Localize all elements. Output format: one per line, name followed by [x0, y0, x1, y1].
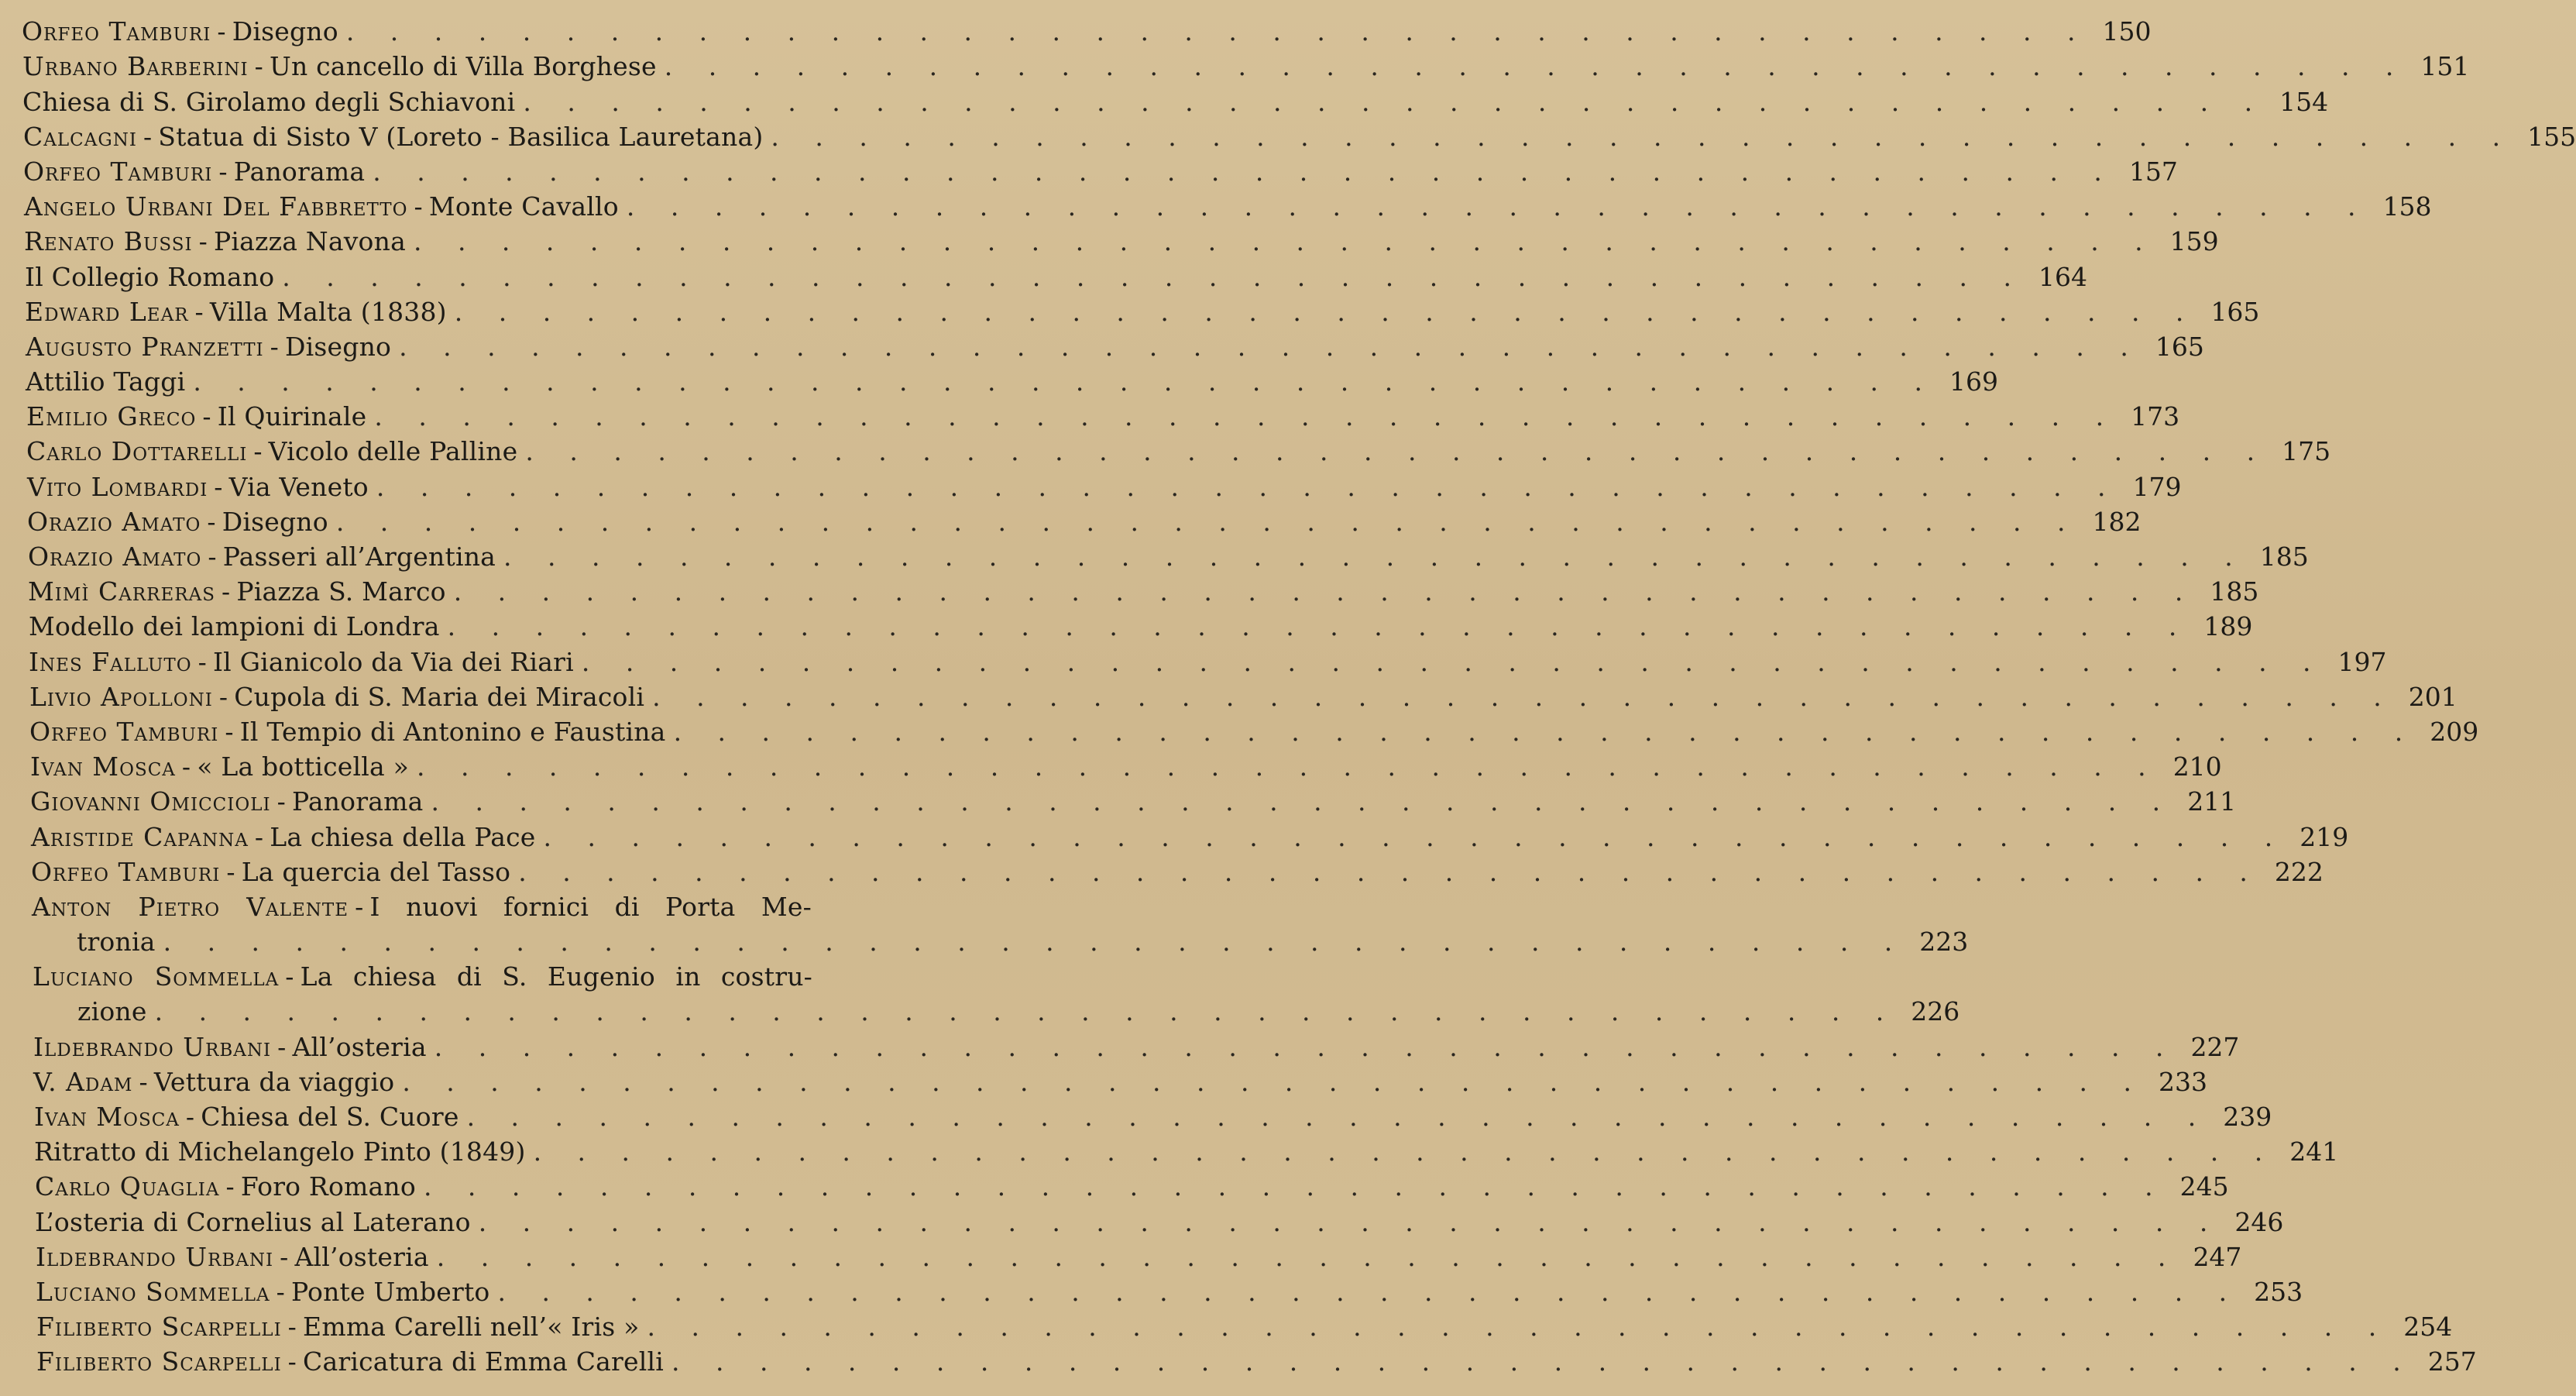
entry-page-number: 201	[2408, 681, 2458, 712]
entry-text	[33, 1064, 394, 1099]
entry-author: Angelo Urbani Del Fabbretto	[24, 191, 408, 222]
entry-separator: -	[254, 821, 264, 852]
entry-author: Orazio Amato	[28, 542, 202, 572]
entry-page-number: 257	[2427, 1346, 2477, 1377]
dot-leader: . . . . . . . . . . . . . . . . . . . . . . . . . . . . . . . . . . . . . . . .	[163, 927, 1907, 958]
index-entry	[22, 49, 2470, 84]
entry-text	[34, 1099, 459, 1134]
entry-title: Villa Malta (1838)	[209, 296, 447, 327]
dot-leader: . . . . . . . . . . . . . . . . . . . . . . . . . . . . . . . . . . . . . . . .	[345, 16, 2090, 47]
entry-text	[33, 1030, 427, 1064]
entry-text	[30, 784, 423, 819]
entry-page-number: 245	[2179, 1171, 2229, 1202]
entry-text	[26, 364, 185, 399]
entry-author: Filiberto Scarpelli	[36, 1312, 282, 1343]
entry-text	[26, 329, 391, 364]
entry-title: La quercia del Tasso	[241, 856, 511, 887]
entry-separator: -	[225, 716, 234, 747]
entry-text	[36, 1274, 489, 1309]
index-entry	[22, 84, 2329, 119]
entry-title: Panorama	[291, 786, 424, 817]
entry-title: Un cancello di Villa Borghese	[269, 51, 657, 82]
index-entry	[32, 889, 881, 924]
entry-author: Luciano Sommella	[36, 1276, 270, 1307]
entry-author: Orfeo Tamburi	[22, 16, 211, 47]
dot-leader: . . . . . . . . . . . . . . . . . . . . . . . . . . . . . . . . . . . . . . . .	[335, 506, 2080, 537]
entry-text	[23, 119, 763, 154]
entry-title: La chiesa di S. Eugenio in costru-	[300, 961, 812, 992]
entry-page-number: 169	[1949, 366, 1999, 397]
entry-text	[30, 749, 409, 784]
dot-leader: . . . . . . . . . . . . . . . . . . . . . . . . . . . . . . . . . . . . . . . .	[523, 86, 2267, 117]
entry-separator: -	[218, 156, 228, 187]
entry-title: Foro Romano	[240, 1171, 416, 1202]
entry-author: Aristide Capanna	[31, 821, 249, 852]
dot-leader: . . . . . . . . . . . . . . . . . . . . . . . . . . . . . . . . . . . . . . . .	[282, 261, 2025, 292]
dot-leader: . . . . . . . . . . . . . . . . . . . . . . . . . . . . . . . . . . . . . . . .	[647, 1312, 2391, 1343]
index-entry	[26, 329, 2204, 364]
entry-text	[33, 959, 812, 994]
entry-author: Ildebrando Urbani	[36, 1241, 274, 1272]
dot-leader: . . . . . . . . . . . . . . . . . . . . . . . . . . . . . . . . . . . . . . . .	[376, 471, 2120, 502]
entry-separator: -	[221, 576, 231, 607]
entry-title: Passeri all’Argentina	[222, 542, 496, 572]
entry-title: Chiesa del S. Cuore	[201, 1102, 459, 1132]
dot-leader: . . . . . . . . . . . . . . . . . . . . . . . . . . . . . . . . . . . . . . . .	[193, 366, 1937, 397]
entry-author: Orfeo Tamburi	[23, 156, 213, 187]
entry-separator: -	[208, 542, 217, 572]
entry-author: Luciano Sommella	[33, 961, 280, 992]
entry-page-number: 247	[2193, 1241, 2242, 1272]
entry-title: « La botticella »	[197, 751, 409, 782]
index-entry	[24, 224, 2219, 259]
dot-leader: . . . . . . . . . . . . . . . . . . . . . . . . . . . . . . . . . . . . . . . .	[652, 681, 2396, 712]
entry-text	[31, 854, 510, 889]
entry-author: Mimì Carreras	[28, 576, 215, 607]
entry-separator: -	[276, 786, 286, 817]
dot-leader: . . . . . . . . . . . . . . . . . . . . . . . . . . . . . . . . . . . . . . . .	[626, 191, 2370, 222]
entry-page-number: 239	[2223, 1102, 2272, 1132]
entry-page-number: 159	[2169, 226, 2219, 257]
entry-separator: -	[254, 51, 263, 82]
entry-author: Calcagni	[23, 121, 137, 152]
index-entry-continuation	[33, 994, 1960, 1029]
entry-page-number: 233	[2159, 1066, 2208, 1097]
entry-author: Filiberto Scarpelli	[36, 1346, 282, 1377]
entry-author: Carlo Dottarelli	[26, 436, 248, 467]
entry-title: Via Veneto	[228, 471, 369, 502]
entry-title: Vettura da viaggio	[153, 1066, 395, 1097]
entry-author: Ildebrando Urbani	[33, 1031, 272, 1062]
entry-separator: -	[143, 121, 153, 152]
index-entry	[29, 609, 2253, 644]
entry-page-number: 189	[2203, 611, 2253, 642]
entry-page-number: 241	[2289, 1136, 2339, 1167]
entry-title: Vicolo delle Palline	[268, 436, 518, 467]
entry-text	[36, 1240, 429, 1274]
entry-title: Piazza S. Marco	[236, 576, 446, 607]
dot-leader: . . . . . . . . . . . . . . . . . . . . . . . . . . . . . . . . . . . . . . . .	[671, 1346, 2415, 1377]
index-entry	[29, 714, 2479, 749]
entry-page-number: 219	[2300, 821, 2349, 852]
index-entry	[36, 1240, 2242, 1274]
dot-leader: . . . . . . . . . . . . . . . . . . . . . . . . . . . . . . . . . . . . . . . .	[402, 1066, 2146, 1097]
entry-separator: -	[280, 1241, 289, 1272]
entry-title: Piazza Navona	[214, 226, 406, 257]
entry-page-number: 165	[2210, 296, 2260, 327]
entry-separator: -	[414, 191, 423, 222]
entry-text	[24, 224, 406, 259]
entry-separator: -	[287, 1312, 297, 1343]
entry-text	[25, 260, 274, 294]
entry-page-number: 227	[2190, 1031, 2240, 1062]
entry-title: Il Quirinale	[217, 401, 367, 432]
illustration-index-list	[22, 14, 2576, 1379]
entry-text	[22, 84, 515, 119]
dot-leader: . . . . . . . . . . . . . . . . . . . . . . . . . . . . . . . . . . . . . . . .	[503, 542, 2247, 572]
dot-leader: . . . . . . . . . . . . . . . . . . . . . . . . . . . . . . . . . . . . . . . .	[154, 996, 1898, 1027]
index-entry	[28, 539, 2309, 574]
entry-author: Vito Lombardi	[27, 471, 208, 502]
dot-leader: . . . . . . . . . . . . . . . . . . . . . . . . . . . . . . . . . . . . . . . .	[436, 1241, 2180, 1272]
dot-leader: . . . . . . . . . . . . . . . . . . . . . . . . . . . . . . . . . . . . . . . .	[413, 226, 2157, 257]
index-entry	[28, 574, 2259, 609]
entry-separator: -	[276, 1276, 285, 1307]
entry-separator: -	[194, 296, 204, 327]
entry-page-number: 254	[2403, 1312, 2453, 1343]
entry-page-number: 211	[2187, 786, 2237, 817]
dot-leader: . . . . . . . . . . . . . . . . . . . . . . . . . . . . . . . . . . . . . . . .	[581, 646, 2325, 677]
index-entry	[36, 1344, 2477, 1379]
entry-text	[22, 14, 338, 49]
entry-title: Ritratto di Michelangelo Pinto (1849)	[34, 1136, 526, 1167]
entry-page-number: 158	[2382, 191, 2432, 222]
entry-page-number: 151	[2420, 51, 2470, 82]
entry-text	[26, 434, 517, 469]
entry-separator: -	[139, 1066, 148, 1097]
entry-title: Panorama	[233, 156, 366, 187]
entry-page-number: 175	[2282, 436, 2331, 467]
entry-title: All’osteria	[292, 1031, 427, 1062]
entry-text	[29, 679, 644, 714]
entry-author: Edward Lear	[25, 296, 189, 327]
entry-text	[35, 1205, 471, 1240]
dot-leader: . . . . . . . . . . . . . . . . . . . . . . . . . . . . . . . . . . . . . . . .	[478, 1206, 2222, 1237]
entry-page-number: 185	[2210, 576, 2259, 607]
index-entry	[26, 399, 2180, 434]
entry-title: La chiesa della Pace	[270, 821, 536, 852]
index-entry	[34, 1134, 2339, 1169]
dot-leader: . . . . . . . . . . . . . . . . . . . . . . . . . . . . . . . . . . . . . . . .	[453, 576, 2197, 607]
entry-title: Il Collegio Romano	[25, 261, 275, 292]
entry-title: Caricatura di Emma Carelli	[303, 1346, 664, 1377]
dot-leader: . . . . . . . . . . . . . . . . . . . . . . . . . . . . . . . . . . . . . . . .	[664, 51, 2408, 82]
entry-text	[31, 820, 536, 854]
index-entry	[36, 1309, 2453, 1344]
entry-title: Il Gianicolo da Via dei Riari	[212, 646, 574, 677]
entry-author: Giovanni Omiccioli	[30, 786, 271, 817]
index-entry	[23, 119, 2576, 154]
entry-text	[29, 645, 574, 679]
dot-leader: . . . . . . . . . . . . . . . . . . . . . . . . . . . . . . . . . . . . . . . .	[423, 1171, 2167, 1202]
dot-leader: . . . . . . . . . . . . . . . . . . . . . . . . . . . . . . . . . . . . . . . .	[454, 296, 2198, 327]
entry-title-continuation: zione	[77, 996, 147, 1027]
dot-leader: . . . . . . . . . . . . . . . . . . . . . . . . . . . . . . . . . . . . . . . .	[673, 716, 2417, 747]
entry-text	[36, 1309, 640, 1344]
entry-title: Attilio Taggi	[26, 366, 186, 397]
entry-title: I nuovi fornici di Porta Me-	[369, 891, 812, 922]
entry-author: Livio Apolloni	[29, 681, 213, 712]
entry-page-number: 165	[2155, 331, 2204, 362]
entry-title: Il Tempio di Antonino e Faustina	[239, 716, 666, 747]
dot-leader: . . . . . . . . . . . . . . . . . . . . . . . . . . . . . . . . . . . . . . . .	[518, 856, 2262, 887]
entry-separator: -	[207, 506, 216, 537]
index-entry	[29, 644, 2387, 679]
entry-separator: -	[287, 1346, 297, 1377]
entry-title-continuation: tronia	[77, 927, 156, 958]
index-entry	[33, 1064, 2208, 1099]
entry-separator: -	[270, 331, 279, 362]
entry-text	[36, 1344, 664, 1379]
entry-text	[22, 49, 657, 84]
entry-separator: -	[218, 681, 228, 712]
entry-author: Ivan Mosca	[34, 1102, 180, 1132]
index-entry	[34, 1099, 2272, 1134]
entry-text	[35, 1169, 416, 1204]
entry-separator: -	[225, 1171, 235, 1202]
entry-author: Anton Pietro Valente	[32, 891, 349, 922]
entry-separator: -	[217, 16, 226, 47]
entry-text	[25, 294, 447, 329]
dot-leader: . . . . . . . . . . . . . . . . . . . . . . . . . . . . . . . . . . . . . . . .	[533, 1136, 2277, 1167]
entry-page-number: 226	[1911, 996, 1960, 1027]
entry-text	[27, 504, 328, 539]
index-entry	[31, 854, 2324, 889]
entry-author: Ivan Mosca	[30, 751, 176, 782]
entry-text	[29, 714, 666, 749]
entry-title: Disegno	[232, 16, 338, 47]
index-entry	[23, 154, 2178, 189]
entry-author: V. Adam	[33, 1066, 133, 1097]
entry-title: Ponte Umberto	[290, 1276, 490, 1307]
entry-text	[27, 469, 369, 504]
entry-author: Orfeo Tamburi	[29, 716, 219, 747]
entry-separator: -	[197, 646, 207, 677]
index-entry	[33, 1029, 2240, 1064]
entry-text	[28, 539, 496, 574]
entry-author: Ines Falluto	[29, 646, 192, 677]
entry-separator: -	[214, 471, 223, 502]
entry-page-number: 185	[2259, 542, 2309, 572]
index-entry	[26, 364, 1999, 399]
index-entry	[24, 189, 2432, 224]
entry-text	[24, 189, 619, 224]
entry-page-number: 155	[2527, 121, 2576, 152]
entry-page-number: 209	[2430, 716, 2479, 747]
entry-page-number: 197	[2337, 646, 2387, 677]
dot-leader: . . . . . . . . . . . . . . . . . . . . . . . . . . . . . . . . . . . . . . . .	[431, 786, 2175, 817]
entry-title: Emma Carelli nell’« Iris »	[303, 1312, 640, 1343]
entry-title: Cupola di S. Maria dei Miracoli	[234, 681, 645, 712]
entry-author: Renato Bussi	[24, 226, 193, 257]
index-entry	[30, 749, 2222, 784]
index-entry	[33, 959, 881, 994]
index-entry	[35, 1204, 2284, 1239]
entry-text	[34, 1134, 526, 1169]
index-entry	[25, 294, 2260, 329]
dot-leader: . . . . . . . . . . . . . . . . . . . . . . . . . . . . . . . . . . . . . . . .	[399, 331, 2142, 362]
entry-separator: -	[355, 891, 364, 922]
index-entry	[30, 784, 2237, 819]
entry-separator: -	[185, 1102, 195, 1132]
entry-page-number: 246	[2234, 1206, 2284, 1237]
dot-leader: . . . . . . . . . . . . . . . . . . . . . . . . . . . . . . . . . . . . . . . .	[525, 436, 2269, 467]
dot-leader: . . . . . . . . . . . . . . . . . . . . . . . . . . . . . . . . . . . . . . . .	[543, 821, 2287, 852]
entry-page-number: 154	[2279, 86, 2329, 117]
entry-author: Carlo Quaglia	[35, 1171, 220, 1202]
entry-text	[26, 399, 366, 434]
entry-author: Urbano Barberini	[22, 51, 249, 82]
entry-title: All’osteria	[294, 1241, 429, 1272]
index-entry	[25, 259, 2087, 294]
entry-author: Orazio Amato	[27, 506, 201, 537]
entry-separator: -	[226, 856, 235, 887]
entry-separator: -	[285, 961, 294, 992]
dot-leader: . . . . . . . . . . . . . . . . . . . . . . . . . . . . . . . . . . . . . . . .	[374, 401, 2118, 432]
entry-separator: -	[198, 226, 208, 257]
dot-leader: . . . . . . . . . . . . . . . . . . . . . . . . . . . . . . . . . . . . . . . .	[447, 611, 2191, 642]
entry-page-number: 222	[2274, 856, 2324, 887]
index-entry	[26, 434, 2331, 469]
dot-leader: . . . . . . . . . . . . . . . . . . . . . . . . . . . . . . . . . . . . . . . .	[466, 1102, 2210, 1132]
entry-title: Monte Cavallo	[428, 191, 619, 222]
entry-title: L’osteria di Cornelius al Laterano	[35, 1206, 471, 1237]
entry-title: Chiesa di S. Girolamo degli Schiavoni	[22, 86, 516, 117]
index-entry-continuation	[32, 924, 1969, 959]
index-entry	[36, 1274, 2303, 1309]
entry-separator: -	[253, 436, 263, 467]
entry-page-number: 210	[2172, 751, 2222, 782]
entry-title: Statua di Sisto V (Loreto - Basilica Lauretana)	[158, 121, 764, 152]
entry-page-number: 253	[2254, 1276, 2303, 1307]
index-entry	[27, 469, 2182, 504]
entry-separator: -	[202, 401, 211, 432]
entry-text	[32, 889, 812, 924]
index-entry	[31, 819, 2349, 854]
entry-title: Disegno	[222, 506, 328, 537]
entry-title: Disegno	[285, 331, 392, 362]
dot-leader: . . . . . . . . . . . . . . . . . . . . . . . . . . . . . . . . . . . . . . . .	[373, 156, 2116, 187]
entry-page-number: 182	[2092, 506, 2142, 537]
entry-author: Emilio Greco	[26, 401, 197, 432]
entry-title: Modello dei lampioni di Londra	[29, 611, 440, 642]
index-entry	[35, 1169, 2229, 1204]
entry-page-number: 173	[2131, 401, 2180, 432]
dot-leader: . . . . . . . . . . . . . . . . . . . . . . . . . . . . . . . . . . . . . . . .	[434, 1031, 2178, 1062]
dot-leader: . . . . . . . . . . . . . . . . . . . . . . . . . . . . . . . . . . . . . . . .	[497, 1276, 2241, 1307]
entry-author: Orfeo Tamburi	[31, 856, 221, 887]
entry-page-number: 150	[2102, 16, 2152, 47]
entry-text	[28, 574, 446, 609]
entry-page-number: 179	[2132, 471, 2182, 502]
index-entry	[22, 14, 2152, 49]
entry-page-number: 157	[2128, 156, 2178, 187]
entry-text	[23, 154, 365, 189]
entry-page-number: 223	[1919, 927, 1969, 958]
entry-separator: -	[181, 751, 191, 782]
entry-separator: -	[277, 1031, 287, 1062]
dot-leader: . . . . . . . . . . . . . . . . . . . . . . . . . . . . . . . . . . . . . . . .	[771, 121, 2515, 152]
entry-page-number: 164	[2038, 261, 2087, 292]
entry-text	[29, 609, 440, 644]
dot-leader: . . . . . . . . . . . . . . . . . . . . . . . . . . . . . . . . . . . . . . . .	[416, 751, 2160, 782]
entry-author: Augusto Pranzetti	[26, 331, 264, 362]
index-entry	[27, 504, 2142, 539]
index-entry	[29, 679, 2458, 714]
